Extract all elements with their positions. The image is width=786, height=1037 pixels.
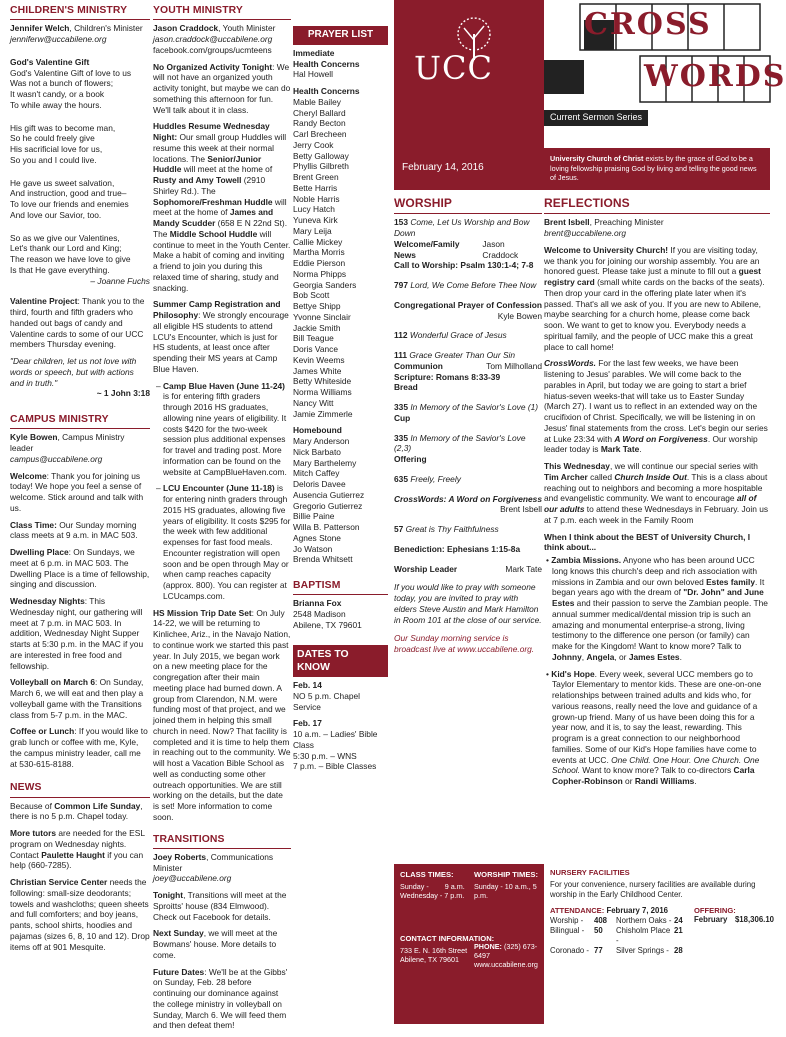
- worship-item: Bread: [394, 382, 418, 393]
- prayer-immediate-label: Immediate: [293, 47, 335, 58]
- baptism-name: Brianna Fox: [293, 598, 342, 609]
- children-contact-name: Jennifer Welch: [10, 23, 70, 34]
- reflections-section: REFLECTIONS Brent Isbell, Preaching Minister brent@uccabilene.org Welcome to University Church! If you are visiting today, we thank you for joining our worship assembly. You are an honored guest. Please take just a minute to fill out a guest registry card (small white cards on the backs of the seats). Then drop your card in the offering plate later when it's passed. That's all we ask of you. If you are new to Abilene, maybe searching for a church home, please come back soon. We want to get to know you. Everybody needs a spiritual family, and the people of UCC make this a great place to call home! CrossWords. For the last few weeks, we have been listening to Jesus' parables. We will come back to the parables in April, but today we are going to start a brief hiatus-seven weeks-that will take us to Easter Sunday (March 27). I want us to reflect in an extended way on the crucifixion of Christ. Specifically, we will be listening in on Jesus' final statements from the cross. Let's begin our series at Luke 23:34 with A Word on Forgiveness. Our worship leader today is Mark Tate. This Wednesday, we will continue our special series with Tim Archer called Church Inside Out. This is a class about reaching out to neighbors and becoming a more hospitable and evangelistic community. We want to encourage all of our adults to attend these Wednesdays in February. Join us at 7 p.m. each week in the Family Room When I think about the BEST of University Church, I think about... • Zambia Missions. Anyone who has been around UCC long knows this church's deep and rich association with missions in Zambia and our own beloved Estes family. It began years ago with the dream of "Dr. John" and June Estes and their passion to serve the Zambian people. The annual summer medical/dental mission trip is such an amazing and monumental enterprise-a strong, living testimony to the difference one person (or family) can make for the Kingdom! Want to know more? Talk to Johnny, Angela, or James Estes. • Kid's Hope. Every week, several UCC members go to Taylor Elementary to mentor kids. These are one-on-one relationships between trained adults and kids who, for various reasons, really need the love and guidance of a grown-up friend. Many of us have been doing this for a year now, and it is, to say the least, rewarding. This program is a great connection to our neighborhood families. Some of our Kid's Hope families have come to events at UCC. One Child. One Hour. One Church. One School. Want to know more? Talk to co-directors Carla Copher-Robinson or Randi Williams.: [544, 196, 769, 787]
- bible-quote-ref: ~ 1 John 3:18: [96, 388, 150, 399]
- list-item: Nick Barbato: [293, 446, 341, 457]
- class-times: CLASS TIMES: Sunday - 9 a.m. Wednesday - 7 p.m.: [400, 870, 465, 900]
- health-concerns-list: [293, 97, 388, 420]
- worship-item: Offering: [394, 454, 427, 465]
- youth-contact-name: Jason Craddock: [153, 23, 219, 34]
- list-item: Hal Howell: [293, 69, 334, 80]
- news-item-2: More tutors are needed for the ESL program on Wednesday nights. Contact Paulette Haught if you can help (660-7285).: [10, 828, 145, 871]
- dates-heading: DATES TO KNOW: [293, 645, 388, 678]
- website-link[interactable]: www.uccabilene.org: [474, 960, 538, 970]
- worship-item: CrossWords: A Word on Forgiveness Brent Isbell: [394, 493, 542, 515]
- list-item: Norma Phipps: [293, 268, 347, 279]
- worship-item: Worship Leader Mark Tate: [394, 563, 542, 574]
- list-item: Cheryl Ballard: [293, 107, 346, 118]
- mission-statement: University Church of Christ exists by the grace of God to be a loving fellowship praising God by living and telling the good news of Jesus.: [544, 148, 770, 190]
- baptism-address-1: 2548 Madison: [293, 609, 346, 620]
- news-item-1: Because of Common Life Sunday, there is no 5 p.m. Chapel today.: [10, 800, 143, 822]
- date-2: Feb. 17: [293, 718, 322, 729]
- masthead: [394, 0, 786, 160]
- list-item: Bette Harris: [293, 182, 338, 193]
- worship-item: 335 In Memory of the Savior's Love (2,3): [394, 432, 526, 454]
- divider: [293, 594, 388, 595]
- homebound-list: [293, 436, 388, 565]
- worship-item: Scripture: Romans 8:33-39: [394, 371, 501, 382]
- youth-huddles: Huddles Resume Wednesday Night: Our small group Huddles will resume this week at their normal locations. The Senior/Junior Huddle will meet at the home of Rusty and Amy Towell (2910 Shirley Rd.). The Sophomore/Freshman Huddle will meet at the home of James and Mandy Scudder (658 E N 22nd St). The Middle School Huddle will continue to meet in the Youth Center. Make a habit of coming and inviting a friend to join you during this relaxed time of sharing, study and snacking.: [153, 121, 291, 293]
- list-item: Callie Mickey: [293, 236, 343, 247]
- list-item: Kevin Weems: [293, 354, 345, 365]
- best-of-heading: When I think about the BEST of University Church, I think about...: [544, 531, 751, 553]
- prayer-column: [293, 0, 388, 772]
- prayer-health-label: Health Concerns: [293, 86, 360, 97]
- date-1-text: NO 5 p.m. Chapel Service: [293, 690, 361, 712]
- worship-section: [394, 196, 542, 661]
- divider: [394, 213, 542, 214]
- poem-author: – Joanne Fuchs: [90, 275, 150, 286]
- divider: [544, 213, 770, 214]
- list-item: Brenda Whitsett: [293, 554, 353, 565]
- prayer-note: If you would like to pray with someone today, you are invited to pray with elders Steve Austin and Mark Hamilton in Room 101 at the close of our service.: [394, 582, 542, 625]
- reflections-heading: REFLECTIONS: [544, 196, 630, 210]
- worship-item: Welcome/Family News Jason Craddock: [394, 238, 519, 260]
- youth-camp: Summer Camp Registration and Philosophy: We strongly encourage all eligible HS students to attend LCU's Encounter, which is just for HS students, at least once after spending their MS years at Camp Blue Haven.: [153, 299, 289, 374]
- campus-wednesday: Wednesday Nights: This Wednesday night, our gathering will meet at 7 p.m. in MAC 503. In addition, Wednesday Night Supper starts at 5:30 p.m. in the MAC if you are interested in free food and fellowship.: [10, 596, 144, 671]
- divider: [10, 797, 150, 798]
- list-item: Jo Watson: [293, 543, 333, 554]
- poem-stanza-2: His gift was to become man, So he could freely give His sacrificial love for us, So you and I could live.: [10, 122, 116, 165]
- worship-item: Congregational Prayer of Confession Kyle Bowen: [394, 299, 542, 321]
- worship-item: Cup: [394, 412, 411, 423]
- list-item: Mary Leija: [293, 225, 332, 236]
- youth-no-activity: No Organized Activity Tonight: We will not have an organized youth activity tonight, but maybe we can do something this afternoon for fun. We'll talk about it in class.: [153, 61, 291, 115]
- worship-item: Communion Tom Milholland: [394, 360, 542, 371]
- contact-phone: PHONE: (325) 673-6497 www.uccabilene.org: [474, 942, 544, 970]
- divider: [10, 428, 150, 429]
- list-item: Jamie Zimmerle: [293, 408, 353, 419]
- worship-heading: WORSHIP: [394, 196, 453, 210]
- worship-item: 635 Freely, Freely: [394, 473, 461, 484]
- prayer-homebound-label: Homebound: [293, 425, 342, 436]
- list-item: Betty Whiteside: [293, 376, 352, 387]
- transitions-email[interactable]: joey@uccabilene.org: [153, 873, 232, 884]
- list-item: Carl Brecheen: [293, 129, 347, 140]
- date-2-list: [293, 729, 388, 772]
- campus-class-time: Class Time: Our Sunday morning class meets at 9 a.m. in MAC 503.: [10, 519, 138, 541]
- divider: [10, 19, 150, 20]
- campus-volleyball: Volleyball on March 6: On Sunday, March 6, we will eat and then play a volleyball game with the Transitions class from 5-7 p.m. in the MAC.: [10, 677, 144, 720]
- list-item: Bettye Shipp: [293, 301, 341, 312]
- list-item: Mable Bailey: [293, 96, 341, 107]
- worship-item: 335 In Memory of the Savior's Love (1): [394, 402, 539, 413]
- transitions-item-1: Tonight, Transitions will meet at the Sproitts' house (834 Elmwood). Check out Facebook for details.: [153, 890, 287, 922]
- list-item: 7 p.m. – Bible Classes: [293, 761, 377, 772]
- campus-coffee: Coffee or Lunch: If you would like to grab lunch or coffee with me, Kyle, the campus ministry leader, call me at 530-615-8188.: [10, 726, 148, 769]
- worship-item: Benediction: Ephesians 1:15-8a: [394, 543, 521, 554]
- list-item: Georgia Sanders: [293, 279, 357, 290]
- campus-email[interactable]: campus@uccabilene.org: [10, 453, 103, 464]
- worship-item: Call to Worship: Psalm 130:1-4; 7-8: [394, 260, 534, 271]
- worship-item: 797 Lord, We Come Before Thee Now: [394, 280, 537, 291]
- attendance-row: Coronado - 77 Silver Springs - 28: [550, 945, 683, 955]
- list-item: Billie Paine: [293, 511, 335, 522]
- list-item: Yvonne Sinclair: [293, 311, 351, 322]
- right-panel: [394, 0, 786, 1024]
- list-item: Mitch Caffey: [293, 468, 340, 479]
- zambia-missions: • Zambia Missions. Anyone who has been around UCC long knows this church's deep and rich association with missions in Zambia and our own beloved Estes family. It began years ago with the dream of "Dr. John" and June Estes and their passion to serve the Zambian people. The annual summer medical/dental mission trip is such an amazing and monumental enterprise-a strong, living testimony to the difference one person (or family) can make for the Kingdom! Want to know more? Talk to Johnny, Angela, or James Estes.: [546, 555, 768, 662]
- bible-quote: "Dear children, let us not love with words or speech, but with actions and in truth.": [10, 356, 137, 388]
- list-item: Martha Morris: [293, 247, 345, 258]
- campus-contact-name: Kyle Bowen: [10, 432, 58, 443]
- attendance-rows: [550, 916, 688, 956]
- list-item: Noble Harris: [293, 193, 340, 204]
- crosswords-title-bottom: WORDS: [644, 59, 786, 94]
- list-item: Ausencia Gutierrez: [293, 489, 365, 500]
- youth-email[interactable]: jason.craddock@uccabilene.org: [153, 34, 273, 45]
- kids-hope: • Kid's Hope. Every week, several UCC members go to Taylor Elementary to mentor kids. These are one-on-one relationships between trained adults and kids who, for various reasons, really need the love and guidance of a grown-up friend. Many of us have been doing this for a year now, and it is, to say the least, rewarding. This program is a great connection to our neighborhood families. Some of our Kid's Hope families have come to events at UCC. One Child. One Hour. One Church. One School. Want to know more? Talk to co-directors Carla Copher-Robinson or Randi Williams.: [546, 668, 762, 787]
- baptism-address-2: Abilene, TX 79601: [293, 619, 362, 630]
- date-1: Feb. 14: [293, 680, 322, 691]
- prayer-list-heading: PRAYER LIST: [293, 26, 388, 45]
- transitions-contact-name: Joey Roberts: [153, 851, 207, 862]
- list-item: Bill Teague: [293, 333, 334, 344]
- worship-item: 153 Come, Let Us Worship and Bow Down: [394, 217, 530, 239]
- ucc-logo: UCC: [414, 49, 493, 87]
- youth-camp-blue-haven: – Camp Blue Haven (June 11-24) is for entering fifth graders through 2016 HS graduates, allowing nine years of eligibility. It costs $420 for the two-week session plus additional expenses for travel and trading post. More information can be found on the website at CampBlueHaven.com.: [156, 380, 287, 477]
- footer: [394, 864, 774, 1024]
- list-item: 5:30 p.m. – WNS: [293, 750, 357, 761]
- campus-welcome: Welcome: Thank you for joining us today! We hope you feel a sense of welcome. Stick around and talk with us.: [10, 470, 144, 513]
- poem-stanza-4: So as we give our Valentines, Let's thank our Lord and King; The reason we have love to give Is that He gave everything.: [10, 232, 131, 275]
- youth-mission-trip: HS Mission Trip Date Set: On July 14-22, we will be returning to Kinlichee, Ariz., in the Navajo Nation, to continue work we started this past year. In July 2015, we began work on a new meeting place for the congregation after their main meeting place had burned down. A group from Clarendon, N.M. were funding most of that project, and we joined them in helping this small church in need. Now? That facility is completed and it is time to help them in reaching out to the community. We will host a Vacation Bible School as well as conducting some other outreach opportunities. We are still working on the details, but the date is set! More information to come soon.: [153, 607, 291, 822]
- transitions-item-3: Future Dates: We'll be at the Gibbs' on Sunday, Feb. 28 before continuing our dominance against the college ministry in volleyball on Sunday, March 6. We will feed them and then defeat them!: [153, 966, 288, 1031]
- transitions-heading: TRANSITIONS: [153, 833, 225, 845]
- baptism-heading: BAPTISM: [293, 580, 341, 592]
- list-item: Mary Anderson: [293, 436, 350, 447]
- list-item: James White: [293, 365, 342, 376]
- youth-lcu-encounter: – LCU Encounter (June 11-18) is for entering ninth graders through 2015 HS graduates, allowing five years of eligibility. It costs $295 for the week with few additional expenses for fast food meals. Encounter registration will open soon and be open through May or when camp reaches capacity (approx. 800). You can register at LCUcamps.com.: [156, 483, 291, 601]
- reflections-wednesday: This Wednesday, we will continue our special series with Tim Archer called Church Inside Out. This is a class about reaching out to neighbors and becoming a more hospitable and evangelistic community. We want to encourage all of our adults to attend these Wednesdays in February. Join us at 7 p.m. each week in the Family Room: [544, 461, 769, 525]
- nursery-attendance: NURSERY FACILITIES For your convenience, nursery facilities are available during worship in the Early Childhood Center. ATTENDANCE: February 7, 2016 Worship - 408 Northern Oaks - 24 Bilingual - 50 Chisholm Place - 21 Coronado - 77 Silver Springs - 28 OFFERING: February $18,306.10: [544, 864, 770, 1024]
- worship-item: 111 Grace Greater Than Our Sin: [394, 350, 516, 361]
- list-item: Norma Williams: [293, 387, 352, 398]
- worship-times: WORSHIP TIMES: Sunday - 10 a.m., 5 p.m.: [474, 870, 538, 900]
- valentine-project: Valentine Project: Thank you to the third, fourth and fifth graders who handed out bags of candy and Valentine cards to some of our UCC members Thursday evening.: [10, 296, 145, 350]
- poem-stanza-3: He gave us sweet salvation, And instruction, good and true– To love our friends and enemies And love our Savior, too.: [10, 177, 129, 220]
- list-item: Gregorio Gutierrez: [293, 500, 363, 511]
- childrens-ministry-heading: CHILDREN'S MINISTRY: [10, 5, 128, 16]
- news-heading: NEWS: [10, 782, 42, 794]
- list-item: Randy Becton: [293, 118, 346, 129]
- worship-item: 112 Wonderful Grace of Jesus: [394, 330, 507, 341]
- children-email[interactable]: jenniferw@uccabilene.org: [10, 34, 107, 45]
- list-item: Doris Vance: [293, 344, 338, 355]
- poem-stanza-1: God's Valentine Gift of love to us Was not a bunch of flowers; It wasn't candy, or a book To while away the hours.: [10, 67, 132, 110]
- youth-facebook[interactable]: facebook.com/groups/ucmteens: [153, 44, 272, 55]
- reflections-welcome: Welcome to University Church! If you are visiting today, we thank you for joining our worship assembly. You are an honored guest. Please take just a minute to fill out a guest registry card (small white cards on the backs of the seats). Then drop your card in the offering plate later when it's passed. That's all we ask of you. If you are new to Abilene, maybe searching for a church home, please come back soon. We want to get to know you. Everybody needs a spiritual family, and the people of UCC make this a great place to call home!: [544, 244, 765, 352]
- sermon-series-label: Current Sermon Series: [544, 110, 648, 126]
- middle-column: YOUTH MINISTRY Jason Craddock, Youth Minister jason.craddock@uccabilene.org facebook.com/groups/ucmteens No Organized Activity Tonight: We will not have an organized youth activity tonight, but maybe we can do something this afternoon for fun. We'll talk about it in class. Huddles Resume Wednesday Night: Our small group Huddles will resume this week at their normal locations. The Senior/Junior Huddle will meet at the home of Rusty and Amy Towell (2910 Shirley Rd.). The Sophomore/Freshman Huddle will meet at the home of James and Mandy Scudder (658 E N 22nd St). The Middle School Huddle will continue to meet in the Youth Center. Make a habit of coming and inviting a friend to join you during this relaxed time of sharing, study and snacking. Summer Camp Registration and Philosophy: We strongly encourage all eligible HS students to attend LCU's Encounter, which is just for HS students, at least once after spending their MS years at Camp Blue Haven. – Camp Blue Haven (June 11-24) is for entering fifth graders through 2016 HS graduates, allowing nine years of eligibility. It costs $420 for the two-week session plus additional expenses for travel and trading post. More information can be found on the website at CampBlueHaven.com. – LCU Encounter (June 11-18) is for entering ninth graders through 2015 HS graduates, allowing five years of eligibility. It costs $295 for the week with few additional expenses for fast food meals. Encounter registration will open soon and be open through May or when camp reaches capacity (approx. 800). You can register at LCUcamps.com. HS Mission Trip Date Set: On July 14-22, we will be returning to Kinlichee, Ariz., in the Navajo Nation, to continue work we started this past year. In July 2015, we began work on a new meeting place for the congregation after their main meeting place had burned down. A group from Clarendon, N.M. were funding most of that project, and we joined them in helping this small church in need. Now? That facility is completed and it is time to help them in reaching out to the community. We will host a Vacation Bible School as well as conducting some other outreach opportunities. We are still working on the details, but the date is set! More information to come soon. TRANSITIONS Joey Roberts, Communications Minister joey@uccabilene.org Tonight, Transitions will meet at the Sproitts' house (834 Elmwood). Check out Facebook for details. Next Sunday, we will meet at the Bowmans' house. More details to come. Future Dates: We'll be at the Gibbs' on Sunday, Feb. 28 before continuing our dominance against the college ministry in volleyball on Sunday, March 6. We will feed them and then defeat them!: [153, 5, 291, 1031]
- list-item: Deloris Davee: [293, 479, 346, 490]
- reflections-email[interactable]: brent@uccabilene.org: [544, 228, 627, 239]
- campus-ministry-heading: CAMPUS MINISTRY: [10, 414, 109, 426]
- contact-information: CONTACT INFORMATION: 733 E. N. 16th Street Abilene, TX 79601: [400, 934, 495, 964]
- list-item: Betty Galloway: [293, 150, 349, 161]
- worship-order: [394, 217, 542, 574]
- children-contact-role: , Children's Minister: [69, 23, 143, 34]
- left-column: CHILDREN'S MINISTRY Jennifer Welch, Children's Minister jenniferw@uccabilene.org God's Valentine Gift God's Valentine Gift of love to us Was not a bunch of flowers; It wasn't candy, or a book To while away the hours. His gift was to become man, So he could freely give His sacrificial love for us, So you and I could live. He gave us sweet salvation, And instruction, good and true– To love our friends and enemies And love our Savior, too. So as we give our Valentines, Let's thank our Lord and King; The reason we have love to give Is that He gave everything. – Joanne Fuchs Valentine Project: Thank you to the third, fourth and fifth graders who handed out bags of candy and Valentine cards to some of our UCC members Thursday evening. "Dear children, let us not love with words or speech, but with actions and in truth." ~ 1 John 3:18 CAMPUS MINISTRY Kyle Bowen, Campus Ministry leader campus@uccabilene.org Welcome: Thank you for joining us today! We hope you feel a sense of welcome. Stick around and talk with us. Class Time: Our Sunday morning class meets at 9 a.m. in MAC 503. Dwelling Place: On Sundays, we meet at 6 p.m. in MAC 503. The Dwelling Place is a time of fellowship, singing and discussion. Wednesday Nights: This Wednesday night, our gathering will meet at 7 p.m. in MAC 503. In addition, Wednesday Night Supper starts at 5:30 p.m. in the MAC if you are interested in free food and fellowship. Volleyball on March 6: On Sunday, March 6, we will eat and then play a volleyball game with the Transitions class from 5-7 p.m. in the MAC. Coffee or Lunch: If you would like to grab lunch or coffee with me, Kyle, the campus ministry leader, call me at 530-615-8188. NEWS Because of Common Life Sunday, there is no 5 p.m. Chapel today. More tutors are needed for the ESL program on Wednesday nights. Contact Paulette Haught if you can help (660-7285). Christian Service Center needs the following: small-size deodorants; towels and washcloths; queen sheets and full comforters; and boy jeans, pants, school shirts, hoodies and pajamas (sizes 6, 8, 10 and 12). Drop items off at 901 Mesquite.: [10, 5, 150, 952]
- broadcast-note: Our Sunday morning service is broadcast live at www.uccabilene.org.: [394, 633, 535, 655]
- transitions-item-2: Next Sunday, we will meet at the Bowmans' house. More details to come.: [153, 928, 278, 960]
- campus-dwelling: Dwelling Place: On Sundays, we meet at 6 p.m. in MAC 503. The Dwelling Place is a time of fellowship, singing and discussion.: [10, 547, 150, 590]
- list-item: Yuneva Kirk: [293, 215, 338, 226]
- logo-block: [394, 0, 544, 160]
- list-item: Mary Barthelemy: [293, 457, 357, 468]
- list-item: Eddie Pierson: [293, 258, 346, 269]
- list-item: Brent Green: [293, 172, 339, 183]
- list-item: 10 a.m. – Ladies' Bible Class: [293, 729, 378, 750]
- list-item: Jerry Cook: [293, 139, 334, 150]
- reflections-contact-name: Brent Isbell: [544, 217, 590, 228]
- attendance-row: Worship - 408 Northern Oaks - 24: [550, 915, 683, 925]
- immediate-list: [293, 69, 388, 80]
- list-item: Nancy Witt: [293, 397, 334, 408]
- bulletin-date: February 14, 2016: [394, 148, 544, 190]
- youth-ministry-heading: YOUTH MINISTRY: [153, 5, 243, 16]
- attendance-row: Bilingual - 50 Chisholm Place - 21: [550, 925, 683, 945]
- divider: [153, 848, 291, 849]
- list-item: Agnes Stone: [293, 532, 341, 543]
- list-item: Willa B. Patterson: [293, 522, 360, 533]
- list-item: Phyllis Gilbreth: [293, 161, 349, 172]
- reflections-crosswords: CrossWords. For the last few weeks, we have been listening to Jesus' parables. We will come back to the parables in April, but today we are going to start a brief hiatus-seven weeks-that will take us to Easter Sunday (March 27). I want us to reflect in an extended way on the crucifixion of Christ. Specifically, we will be listening in on Jesus' final statements from the cross. Let's begin our series at Luke 23:34 with A Word on Forgiveness. Our worship leader today is Mark Tate.: [544, 358, 768, 455]
- list-item: Bob Scott: [293, 290, 330, 301]
- list-item: Lucy Hatch: [293, 204, 335, 215]
- news-item-3: Christian Service Center needs the following: small-size deodorants; towels and washcloths; queen sheets and full comforters; and boy jeans, pants, school shirts, hoodies and pajamas (sizes 6, 8, 10 and 12). Drop items off at 901 Mesquite.: [10, 877, 150, 952]
- prayer-hc-label: Health Concerns: [293, 58, 360, 69]
- divider: [153, 19, 291, 20]
- list-item: Jackie Smith: [293, 322, 341, 333]
- crosswords-title-top: CROSS: [584, 7, 712, 42]
- valentine-heading: God's Valentine Gift: [10, 56, 90, 67]
- worship-item: 57 Great is Thy Faithfulness: [394, 524, 499, 535]
